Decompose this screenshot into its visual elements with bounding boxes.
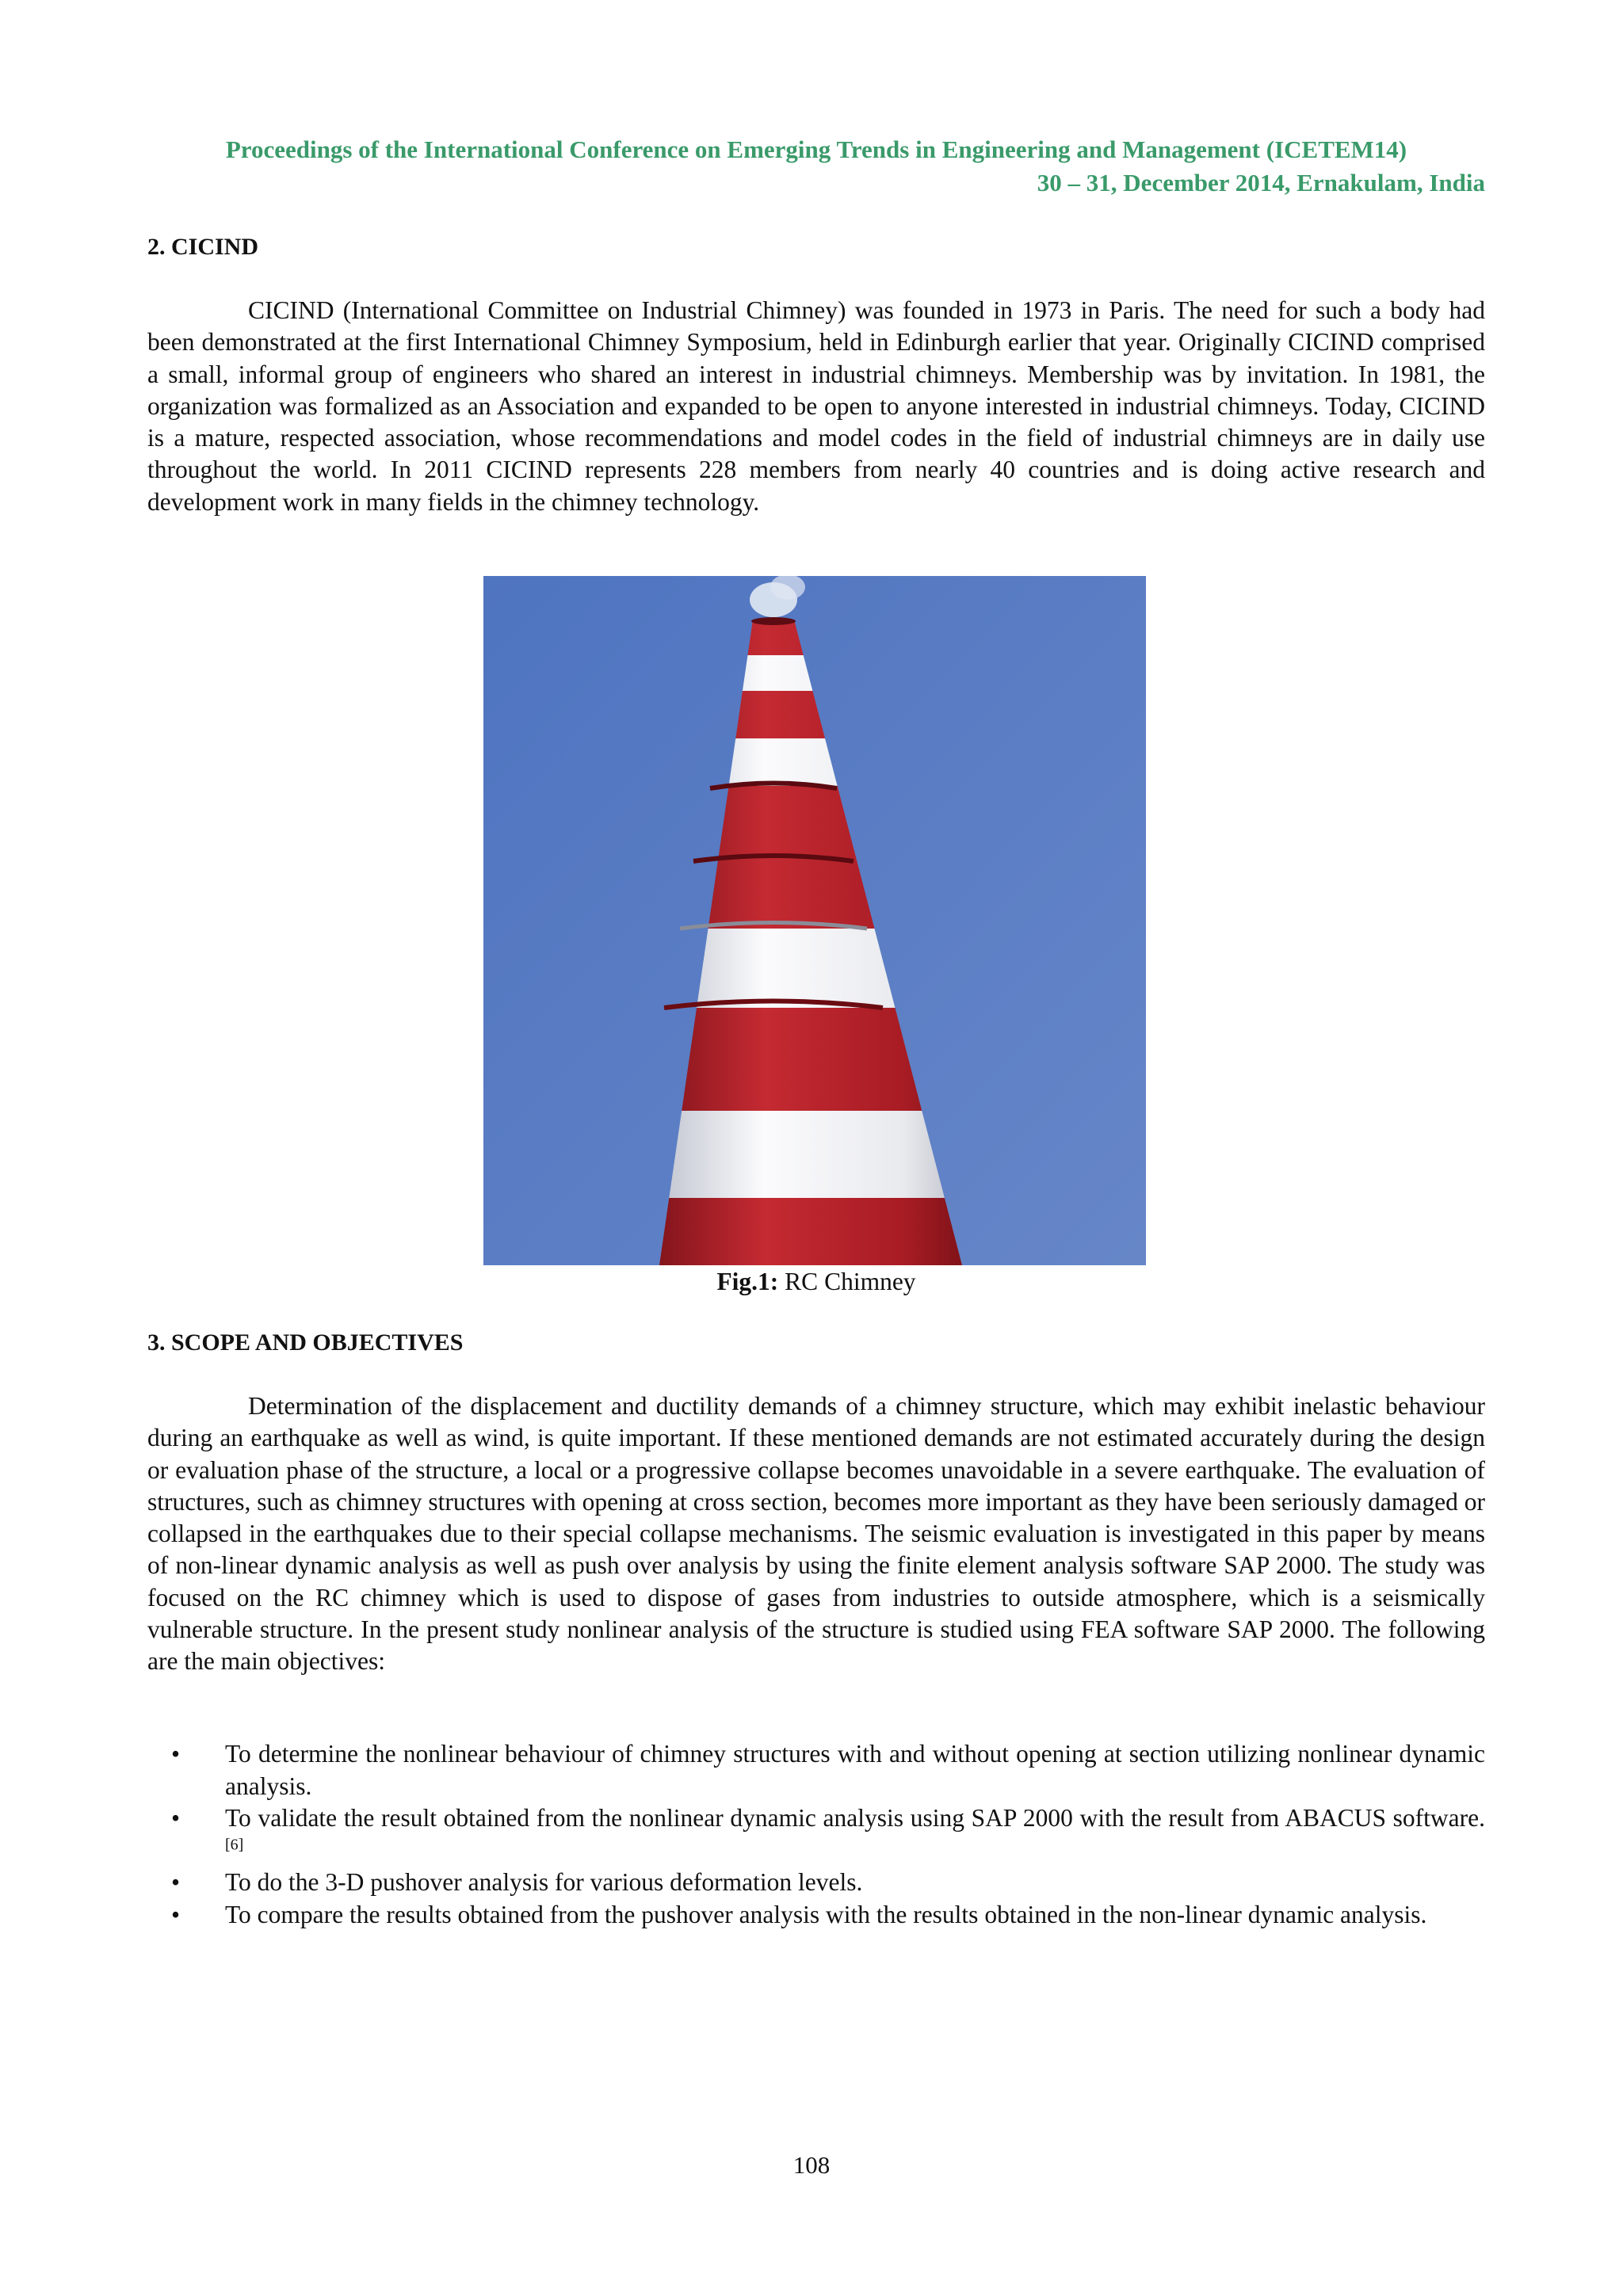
section-3-paragraph: Determination of the displacement and ductility demands of a chimney structure, which may exhibit inelastic behaviour during an earthquake as well as wind, is quite important. If these mentioned demands are not estimated accurately during the design or evaluation phase of the structure, a local or a progressive collapse becomes unavoidable in a severe earthquake. The evaluation of structures, such as chimney structures with opening at cross section, becomes more important as they have been seriously damaged or collapsed in the earthquakes due to their special collapse mechanisms. The seismic evaluation is investigated in this paper by means of non-linear dynamic analysis as well as push over analysis by using the finite element analysis software SAP 2000. The study was focused on the RC chimney which is used to dispose of gases from industries to outside atmosphere, which is a seismically vulnerable structure. In the present study nonlinear analysis of the structure is studied using FEA software SAP 2000. The following are the main objectives:: [147, 1392, 1485, 1676]
objective-text: To compare the results obtained from the pushover analysis with the results obtained in the non-linear dynamic analysis.: [225, 1900, 1427, 1928]
section-2-heading: 2. CICIND: [147, 234, 259, 260]
objective-text: To do the 3-D pushover analysis for various deformation levels.: [225, 1868, 863, 1896]
proceedings-header: [147, 133, 1485, 200]
page-number: 108: [792, 2151, 831, 2179]
objective-item: [147, 1867, 1485, 1899]
citation-ref: [6]: [225, 1836, 244, 1853]
chimney-photo: [483, 576, 1146, 1265]
section-2-paragraph: CICIND (International Committee on Industrial Chimney) was founded in 1973 in Paris. The need for such a body had been demonstrated at the first International Chimney Symposium, held in Edinburgh earlier that year. Originally CICIND comprised a small, informal group of engineers who shared an interest in industrial chimneys. Membership was by invitation. In 1981, the organization was formalized as an Association and expanded to be open to anyone interested in industrial chimneys. Today, CICIND is a mature, respected association, whose recommendations and model codes in the field of industrial chimneys are in daily use throughout the world. In 2011 CICIND represents 228 members from nearly 40 countries and is doing active research and development work in many fields in the chimney technology.: [147, 296, 1485, 516]
figure-caption: [147, 1266, 1485, 1298]
bullet-icon: •: [171, 1804, 181, 1832]
bullet-icon: •: [171, 1740, 181, 1768]
objective-item: [147, 1802, 1485, 1867]
header-line-2: 30 – 31, December 2014, Ernakulam, India: [1037, 169, 1485, 196]
chimney-figure: [483, 576, 1146, 1265]
section-3-heading: 3. SCOPE AND OBJECTIVES: [147, 1329, 464, 1356]
header-line-1: Proceedings of the International Conference on Emerging Trends in Engineering and Management (ICETEM14): [225, 135, 1407, 163]
objective-item: [147, 1899, 1485, 1932]
bullet-icon: •: [171, 1868, 181, 1896]
figure-caption-text: RC Chimney: [778, 1268, 916, 1295]
objectives-list: [147, 1738, 1485, 1931]
objective-item: [147, 1738, 1485, 1802]
objective-text: To determine the nonlinear behaviour of chimney structures with and without opening at section utilizing nonlinear dynamic analysis.: [225, 1740, 1485, 1800]
bullet-icon: •: [171, 1900, 181, 1928]
figure-label: Fig.1:: [716, 1268, 779, 1295]
objective-text: To validate the result obtained from the nonlinear dynamic analysis using SAP 2000 with the result from ABACUS software.: [225, 1804, 1485, 1832]
